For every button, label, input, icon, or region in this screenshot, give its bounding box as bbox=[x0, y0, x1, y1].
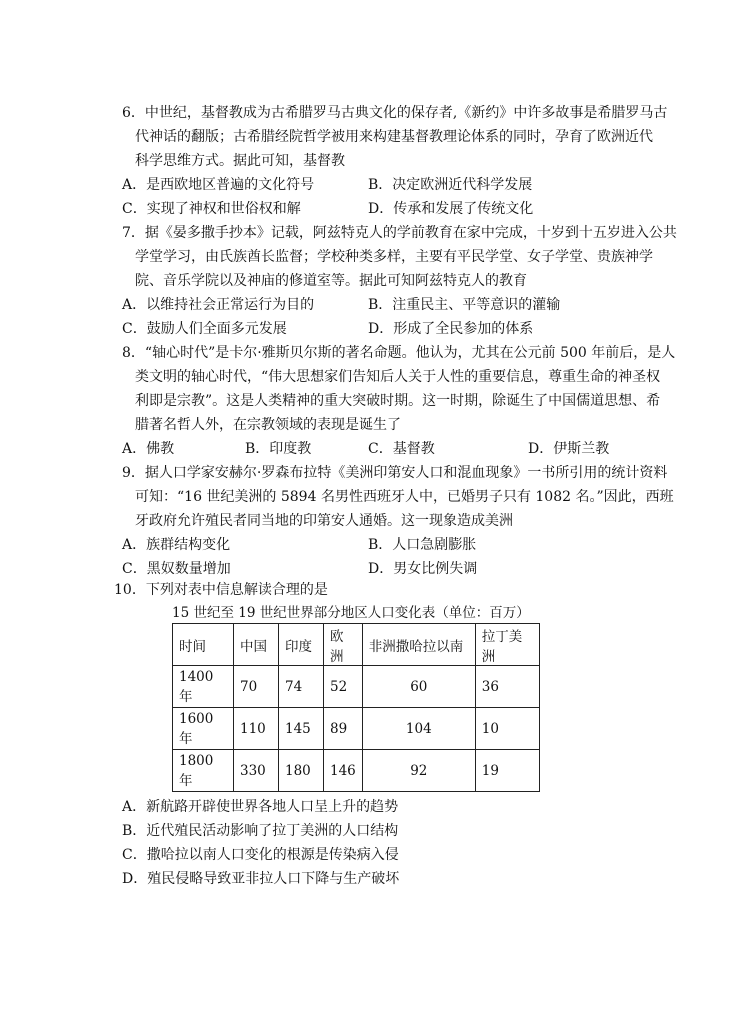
table-cell: 110 bbox=[234, 708, 279, 750]
table-row bbox=[173, 750, 540, 792]
q8-option-b: B．印度教 bbox=[245, 441, 312, 457]
q8-stem-line-3: 利即是宗教”。这是人类精神的重大突破时期。这一时期，除诞生了中国儒道思想、希 bbox=[135, 393, 661, 409]
q9-stem-line-3: 牙政府允许殖民者同当地的印第安人通婚。这一现象造成美洲 bbox=[135, 513, 513, 529]
q8-option-c: C．基督教 bbox=[368, 441, 435, 457]
q6-stem-line-1: 6．中世纪，基督教成为古希腊罗马古典文化的保存者,《新约》中许多故事是希腊罗马古 bbox=[122, 105, 668, 121]
q8-stem-line-2: 类文明的轴心时代，“伟大思想家们告知后人关于人性的重要信息，尊重生命的神圣权 bbox=[135, 369, 661, 385]
q7-option-a: A．以维持社会正常运行为目的 bbox=[122, 297, 315, 313]
table-cell: 330 bbox=[234, 750, 279, 792]
table-cell: 74 bbox=[279, 666, 324, 708]
table-cell: 60 bbox=[362, 666, 475, 708]
table-cell: 10 bbox=[475, 708, 539, 750]
table-cell: 92 bbox=[362, 750, 475, 792]
table-cell: 180 bbox=[279, 750, 324, 792]
q9-option-b: B．人口急剧膨胀 bbox=[368, 537, 477, 553]
table-row bbox=[173, 708, 540, 750]
table-header-cell: 中国 bbox=[234, 624, 279, 666]
q9-stem-line-2: 可知：“16 世纪美洲的 5894 名男性西班牙人中，已婚男子只有 1082 名。”因此，西班 bbox=[135, 489, 674, 505]
table-cell: 52 bbox=[324, 666, 363, 708]
q9-option-a: A．族群结构变化 bbox=[122, 537, 231, 553]
table-cell: 146 bbox=[324, 750, 363, 792]
q7-stem-line-1: 7．据《晏多撒手抄本》记载，阿兹特克人的学前教育在家中完成，十岁到十五岁进入公共 bbox=[122, 225, 677, 241]
table-header-cell: 拉丁美洲 bbox=[475, 624, 539, 666]
table-cell: 89 bbox=[324, 708, 363, 750]
q7-option-b: B．注重民主、平等意识的灌输 bbox=[368, 297, 561, 313]
table-header-cell: 印度 bbox=[279, 624, 324, 666]
q6-option-d: D．传承和发展了传统文化 bbox=[368, 201, 534, 217]
q10-stem: 10．下列对表中信息解读合理的是 bbox=[114, 582, 328, 598]
table-header-row bbox=[173, 624, 540, 666]
q7-stem-line-3: 院、音乐学院以及神庙的修道室等。据此可知阿兹特克人的教育 bbox=[135, 273, 527, 289]
q6-stem-line-3: 科学思维方式。据此可知，基督教 bbox=[135, 153, 345, 169]
q6-option-a: A．是西欧地区普遍的文化符号 bbox=[122, 177, 315, 193]
q9-option-c: C．黑奴数量增加 bbox=[122, 561, 231, 577]
table-header-cell: 时间 bbox=[173, 624, 234, 666]
q8-option-d: D．伊斯兰教 bbox=[528, 441, 610, 457]
q8-option-a: A．佛教 bbox=[122, 441, 175, 457]
table-cell: 19 bbox=[475, 750, 539, 792]
table-cell: 1600 年 bbox=[173, 708, 234, 750]
q10-option-a: A．新航路开辟使世界各地人口呈上升的趋势 bbox=[122, 799, 399, 815]
table-header-cell: 非洲撒哈拉以南 bbox=[362, 624, 475, 666]
table-cell: 104 bbox=[362, 708, 475, 750]
table-header-cell: 欧洲 bbox=[324, 624, 363, 666]
q6-stem-line-2: 代神话的翻版；古希腊经院哲学被用来构建基督教理论体系的同时，孕育了欧洲近代 bbox=[135, 129, 653, 145]
q10-option-d: D．殖民侵略导致亚非拉人口下降与生产破坏 bbox=[122, 871, 400, 887]
q9-stem-line-1: 9．据人口学家安赫尔·罗森布拉特《美洲印第安人口和混血现象》一书所引用的统计资料 bbox=[122, 465, 668, 481]
table-row bbox=[173, 666, 540, 708]
population-table bbox=[172, 623, 540, 792]
q7-stem-line-2: 学堂学习，由氏族酋长监督；学校种类多样，主要有平民学堂、女子学堂、贵族神学 bbox=[135, 249, 653, 265]
q6-option-b: B．决定欧洲近代科学发展 bbox=[368, 177, 533, 193]
table-cell: 1800 年 bbox=[173, 750, 234, 792]
q6-option-c: C．实现了神权和世俗权和解 bbox=[122, 201, 301, 217]
q7-option-d: D．形成了全民参加的体系 bbox=[368, 321, 534, 337]
table-cell: 36 bbox=[475, 666, 539, 708]
table-caption: 15 世纪至 19 世纪世界部分地区人口变化表（单位：百万） bbox=[172, 605, 530, 621]
q7-option-c: C．鼓励人们全面多元发展 bbox=[122, 321, 287, 337]
table-cell: 1400 年 bbox=[173, 666, 234, 708]
table-cell: 70 bbox=[234, 666, 279, 708]
q8-stem-line-4: 腊著名哲人外，在宗教领域的表现是诞生了 bbox=[135, 417, 401, 433]
table-cell: 145 bbox=[279, 708, 324, 750]
q9-option-d: D．男女比例失调 bbox=[368, 561, 478, 577]
q10-option-b: B．近代殖民活动影响了拉丁美洲的人口结构 bbox=[122, 823, 399, 839]
q8-stem-line-1: 8．“轴心时代”是卡尔·雅斯贝尔斯的著名命题。他认为，尤其在公元前 500 年前后，是人 bbox=[122, 345, 676, 361]
q10-option-c: C．撒哈拉以南人口变化的根源是传染病入侵 bbox=[122, 847, 399, 863]
